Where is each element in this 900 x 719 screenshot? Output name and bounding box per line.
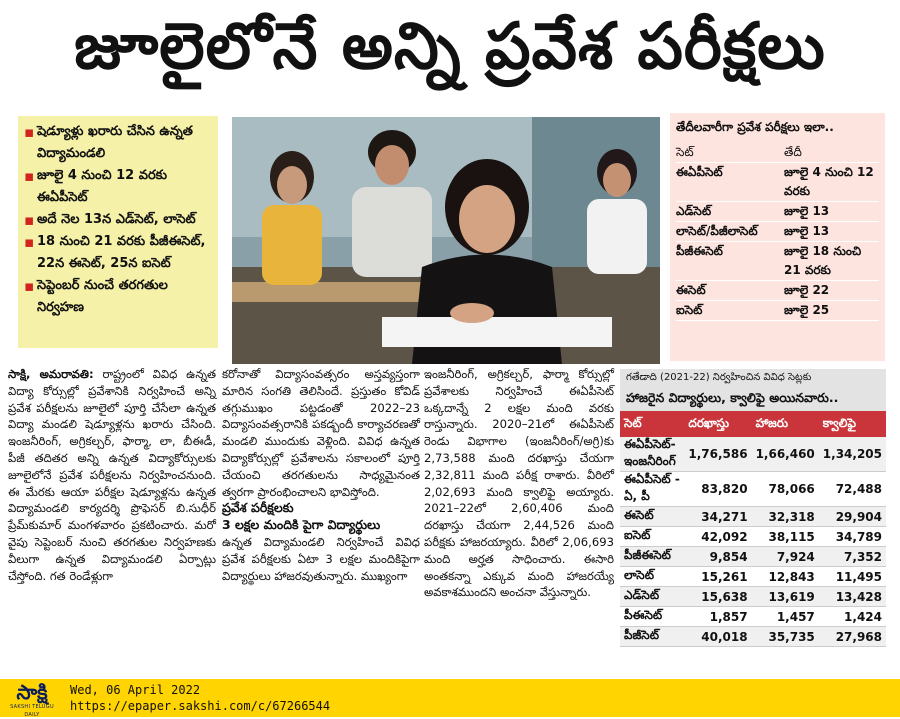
table-row: ఎడ్‌సెట్ 15,638 13,619 13,428 — [620, 587, 886, 607]
stats-box — [620, 369, 886, 679]
table-row: పీజీఈసెట్ 9,854 7,924 7,352 — [620, 547, 886, 567]
article-text: కరోనాతో విద్యాసంవత్సరం అస్తవ్యస్తంగా మారిన సంగతి తెలిసిందే. ప్రస్తుతం కోవిడ్ తగ్గుముఖం పట్టడంతో 2022–23 విద్యాసంవత్సరానికి పకడ్బందీ కార్యాచరణతో మండలి ముందుకు వెళ్లింది. వివిధ ఉన్నత విద్యాకోర్సుల్లో ప్రవేశాలను సకాలంలో పూర్తి చేయంచి తరగతులను సాధ్యమైనంత త్వరగా ప్రారంభించాలని భావిస్తోంది. — [222, 367, 420, 499]
stats-header-row: సెట్ దరఖాస్తు హాజరు క్వాలిఫై — [620, 411, 886, 437]
bullet-item: ▪ జూలై 4 నుంచి 12 వరకు ఈఏపీసెట్ — [24, 165, 210, 209]
footer-info — [70, 682, 330, 714]
bullet-icon: ▪ — [24, 167, 35, 185]
bullet-item: ▪ 18 నుంచి 21 వరకు పీజీఈసెట్, 22న ఈసెట్, 25న ఐసెట్ — [24, 231, 210, 275]
schedule-header: సెట్ తేదీ — [676, 143, 879, 163]
logo-tagline: SAKSHI TELUGU DAILY — [10, 704, 54, 718]
table-row: ఐసెట్ 42,092 38,115 34,789 — [620, 527, 886, 547]
schedule-row: ఈసెట్ జూలై 22 — [676, 281, 879, 301]
stats-table — [620, 411, 886, 647]
article-text: ఉన్నత విద్యామండలి నిర్వహించే వివిధ ప్రవేశ పరీక్షలకు ఏటా 3 లక్షల మందికిపైగా విద్యార్థులు హాజరవుతున్నారు. ముఖ్యంగా — [222, 534, 420, 583]
dateline: సాక్షి, అమరావతి: — [8, 367, 94, 381]
bullet-icon: ▪ — [24, 211, 35, 229]
bullet-item: ▪ అదే నెల 13న ఎడ్‌సెట్, లాసెట్ — [24, 211, 196, 229]
schedule-row: ఎడ్‌సెట్ జూలై 13 — [676, 202, 879, 222]
schedule-row: లాసెట్/పీజీలాసెట్ జూలై 13 — [676, 222, 879, 242]
subheading: 3 లక్షల మందికి పైగా విద్యార్థులు — [222, 517, 381, 533]
highlights-box — [18, 116, 218, 348]
article-column-2 — [222, 366, 420, 584]
logo-text: సాక్షి — [16, 680, 48, 704]
bullet-icon: ▪ — [24, 277, 35, 295]
bullet-item: ▪ సెప్టెంబర్ నుంచే తరగతుల నిర్వహణ — [24, 275, 210, 319]
exam-schedule-box — [670, 113, 885, 361]
table-row: ఈఏపీసెట్ - ఏ, పీ 83,820 78,066 72,488 — [620, 472, 886, 507]
table-row: పీఈసెట్ 1,857 1,457 1,424 — [620, 607, 886, 627]
students-exam-photo — [232, 117, 660, 364]
footer-bar — [0, 679, 900, 717]
article-text: రాష్ట్రంలో వివిధ ఉన్నత విద్యా కోర్సుల్లో ప్రవేశానికి నిర్వహించే అన్ని ప్రవేశ పరీక్షలను జూలైలో పూర్తి చేసేలా ఉన్నత విద్యా మండలి షెడ్యూళ్లను ఖరారు చేసింది. ఇంజనీరింగ్, అగ్రికల్చర్, ఫార్మా, లా, బీఈడీ, పీజీ తదితర అన్ని ఉన్నత విద్యాకోర్సులకు జూలైలోనే ప్రవేశ పరీక్షలను నిర్వహించనుంది. ఈ మేరకు ఆయా పరీక్షల షెడ్యూళ్లను ఉన్నత విద్యామండలి కార్యదర్శి ప్రొఫెసర్ బి.సుధీర్ ప్రేమ్‌కుమార్ మంగళవారం ప్రకటించారు. మరో వైపు సెప్టెంబర్ నుంచి తరగతుల నిర్వహణకు వీలుగా ఉన్నత విద్యామండలి ఏర్పాట్లు చేస్తోంది. గత రెండేళ్లుగా — [8, 367, 217, 583]
table-row: ఈసెట్ 34,271 32,318 29,904 — [620, 507, 886, 527]
article-column-3 — [424, 366, 614, 601]
article-text: ఇంజనీరింగ్, అగ్రికల్చర్, ఫార్మా కోర్సుల్లో ప్రవేశాలకు నిర్వహించే ఈఏపీసెట్ ఒక్కదాన్నే 2 లక్షల మంది వరకు రాస్తున్నారు. 2020–21లో ఈఏపీసెట్ రెండు విభాగాల (ఇంజనీరింగ్/అగ్రి)కు 2,73,588 మంది దరఖాస్తు చేయగా 2,32,811 మంది పరీక్ష రాశారు. వీరిలో 2,02,693 మంది క్వాలిఫై అయ్యారు. 2021–22లో 2,60,406 మంది దరఖాస్తు చేయగా 2,44,526 మంది పరీక్షకు హాజరయ్యారు. వీరిలో 2,06,693 మంది అర్హత సాధించారు. ఈసారి అంతకన్నా ఎక్కువ మంది హాజరయ్యే అవకాశముందని అంచనా వేస్తున్నారు. — [424, 367, 614, 600]
table-row: పీజీసెట్ 40,018 35,735 27,968 — [620, 627, 886, 647]
schedule-row: ఈఏపీసెట్ జూలై 4 నుంచి 12 వరకు — [676, 163, 879, 202]
schedule-caption: తేదీలవారీగా ప్రవేశ పరీక్షలు ఇలా.. — [676, 120, 834, 134]
sakshi-logo[interactable] — [6, 680, 58, 718]
subheading: ప్రవేశ పరీక్షలకు — [222, 500, 294, 516]
table-row: లాసెట్ 15,261 12,843 11,495 — [620, 567, 886, 587]
schedule-row: పీజీఈసెట్ జూలై 18 నుంచి 21 వరకు — [676, 242, 879, 281]
publish-date: Wed, 06 April 2022 — [70, 683, 201, 697]
bullet-icon: ▪ — [24, 123, 35, 141]
epaper-link[interactable]: https://epaper.sakshi.com/c/67266544 — [70, 699, 331, 713]
stats-title: హాజరైన విద్యార్థులు, క్వాలిఫై అయినవారు.. — [620, 387, 886, 411]
bullet-item: ▪ షెడ్యూళ్లు ఖరారు చేసిన ఉన్నత విద్యామండలి — [24, 121, 210, 165]
stats-pretitle: గతేడాది (2021-22) నిర్వహించిన వివిధ సెట్లకు — [620, 369, 886, 387]
bullet-icon: ▪ — [24, 233, 35, 251]
table-row: ఈఏపీసెట్- ఇంజనీరింగ్ 1,76,586 1,66,460 1,34,205 — [620, 437, 886, 472]
article-column-1 — [8, 366, 216, 584]
schedule-row: ఐసెట్ జూలై 25 — [676, 301, 879, 321]
headline: జూలైలోనే అన్ని ప్రవేశ పరీక్షలు — [74, 9, 826, 84]
